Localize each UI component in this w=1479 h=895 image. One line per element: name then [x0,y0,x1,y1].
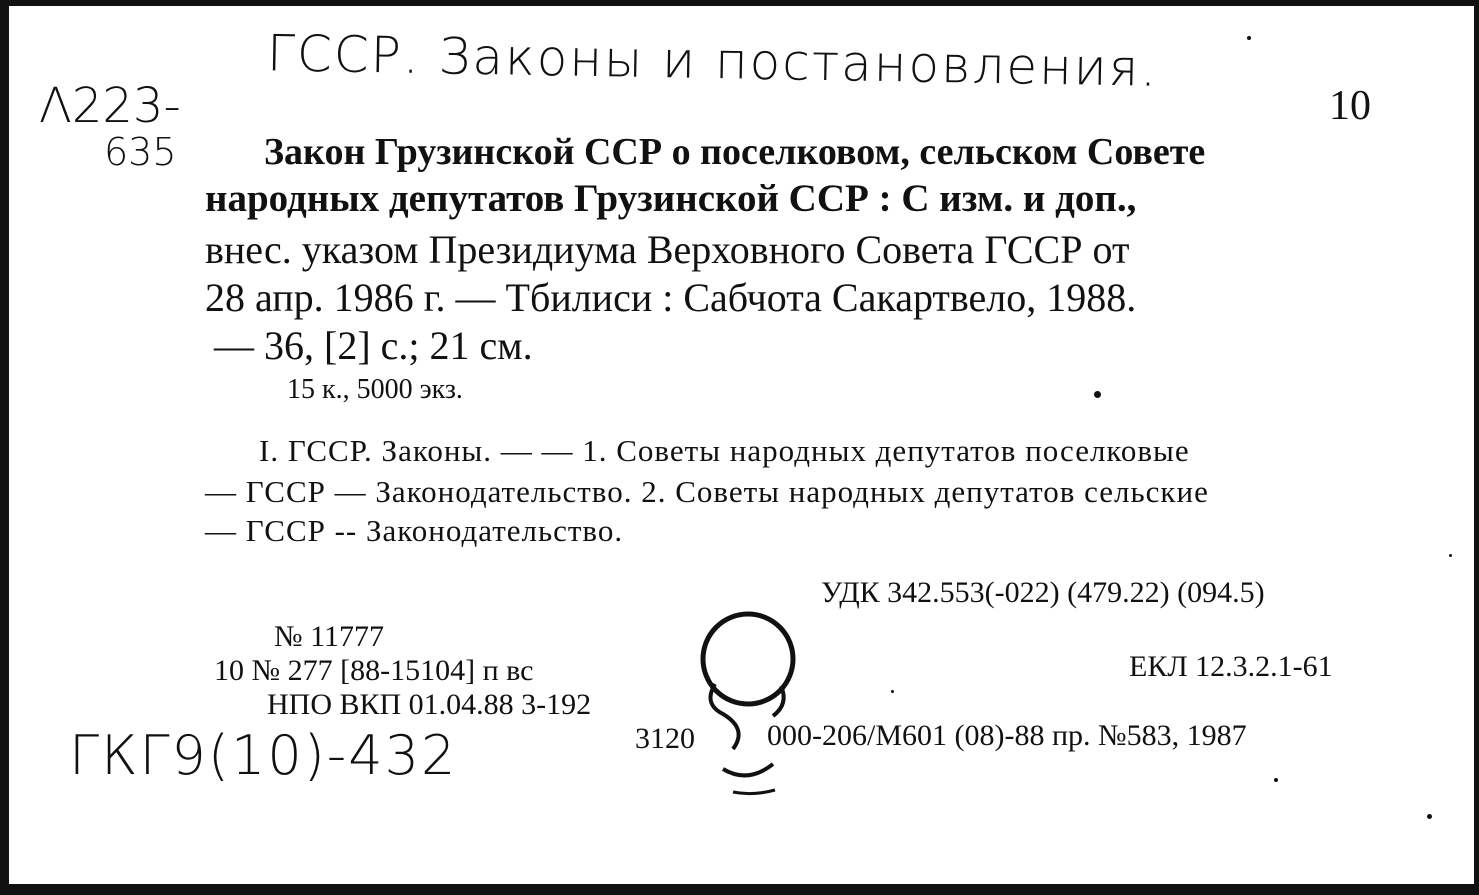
subject-line-2: — ГССР — Законодательство. 2. Советы народных депутатов сельские [205,474,1209,509]
ink-speck [1427,814,1432,819]
title-line-2: народных депутатов Грузинской ССР : С изм. и доп., [205,177,1137,220]
subject-line-1: I. ГССР. Законы. — — 1. Советы народных депутатов поселковые [259,433,1190,468]
handwritten-shelf-mark: ГКГ9(10)-432 [69,724,458,787]
ekl-code: ЕКЛ 12.3.2.1-61 [1129,650,1333,683]
code-right: 000-206/М601 (08)-88 пр. №583, 1987 [767,719,1247,752]
code-left: 3120 [635,722,695,755]
record-number: № 11777 [274,620,385,653]
circular-stamp-mark [693,604,813,804]
handwritten-call-number-2: 635 [104,130,177,174]
ink-speck [1094,391,1101,398]
title-line-1: Закон Грузинской ССР о поселковом, сельском Совете [264,131,1206,173]
ink-speck [891,690,894,693]
registration-line: 10 № 277 [88-15104] п вс [214,654,534,687]
subject-line-3: — ГССР -- Законодательство. [205,513,624,548]
udk-code: УДК 342.553(-022) (479.22) (094.5) [821,576,1265,609]
ink-speck [1274,778,1278,782]
title-line-5: — 36, [2] с.; 21 см. [214,323,533,368]
handwritten-call-number-1: Λ223- [39,78,181,134]
title-line-3: внес. указом Президиума Верховного Совета ГССР от [205,227,1130,272]
npo-line: НПО ВКП 01.04.88 3-192 [267,688,592,721]
handwritten-heading: ГССР. Законы и постановления. [266,24,1159,98]
ink-speck [1449,554,1452,557]
price-run: 15 к., 5000 экз. [287,374,463,405]
ink-speck [1247,36,1251,40]
card-number: 10 [1329,83,1371,129]
title-line-4: 28 апр. 1986 г. — Тбилиси : Сабчота Сакартвело, 1988. [205,275,1137,320]
